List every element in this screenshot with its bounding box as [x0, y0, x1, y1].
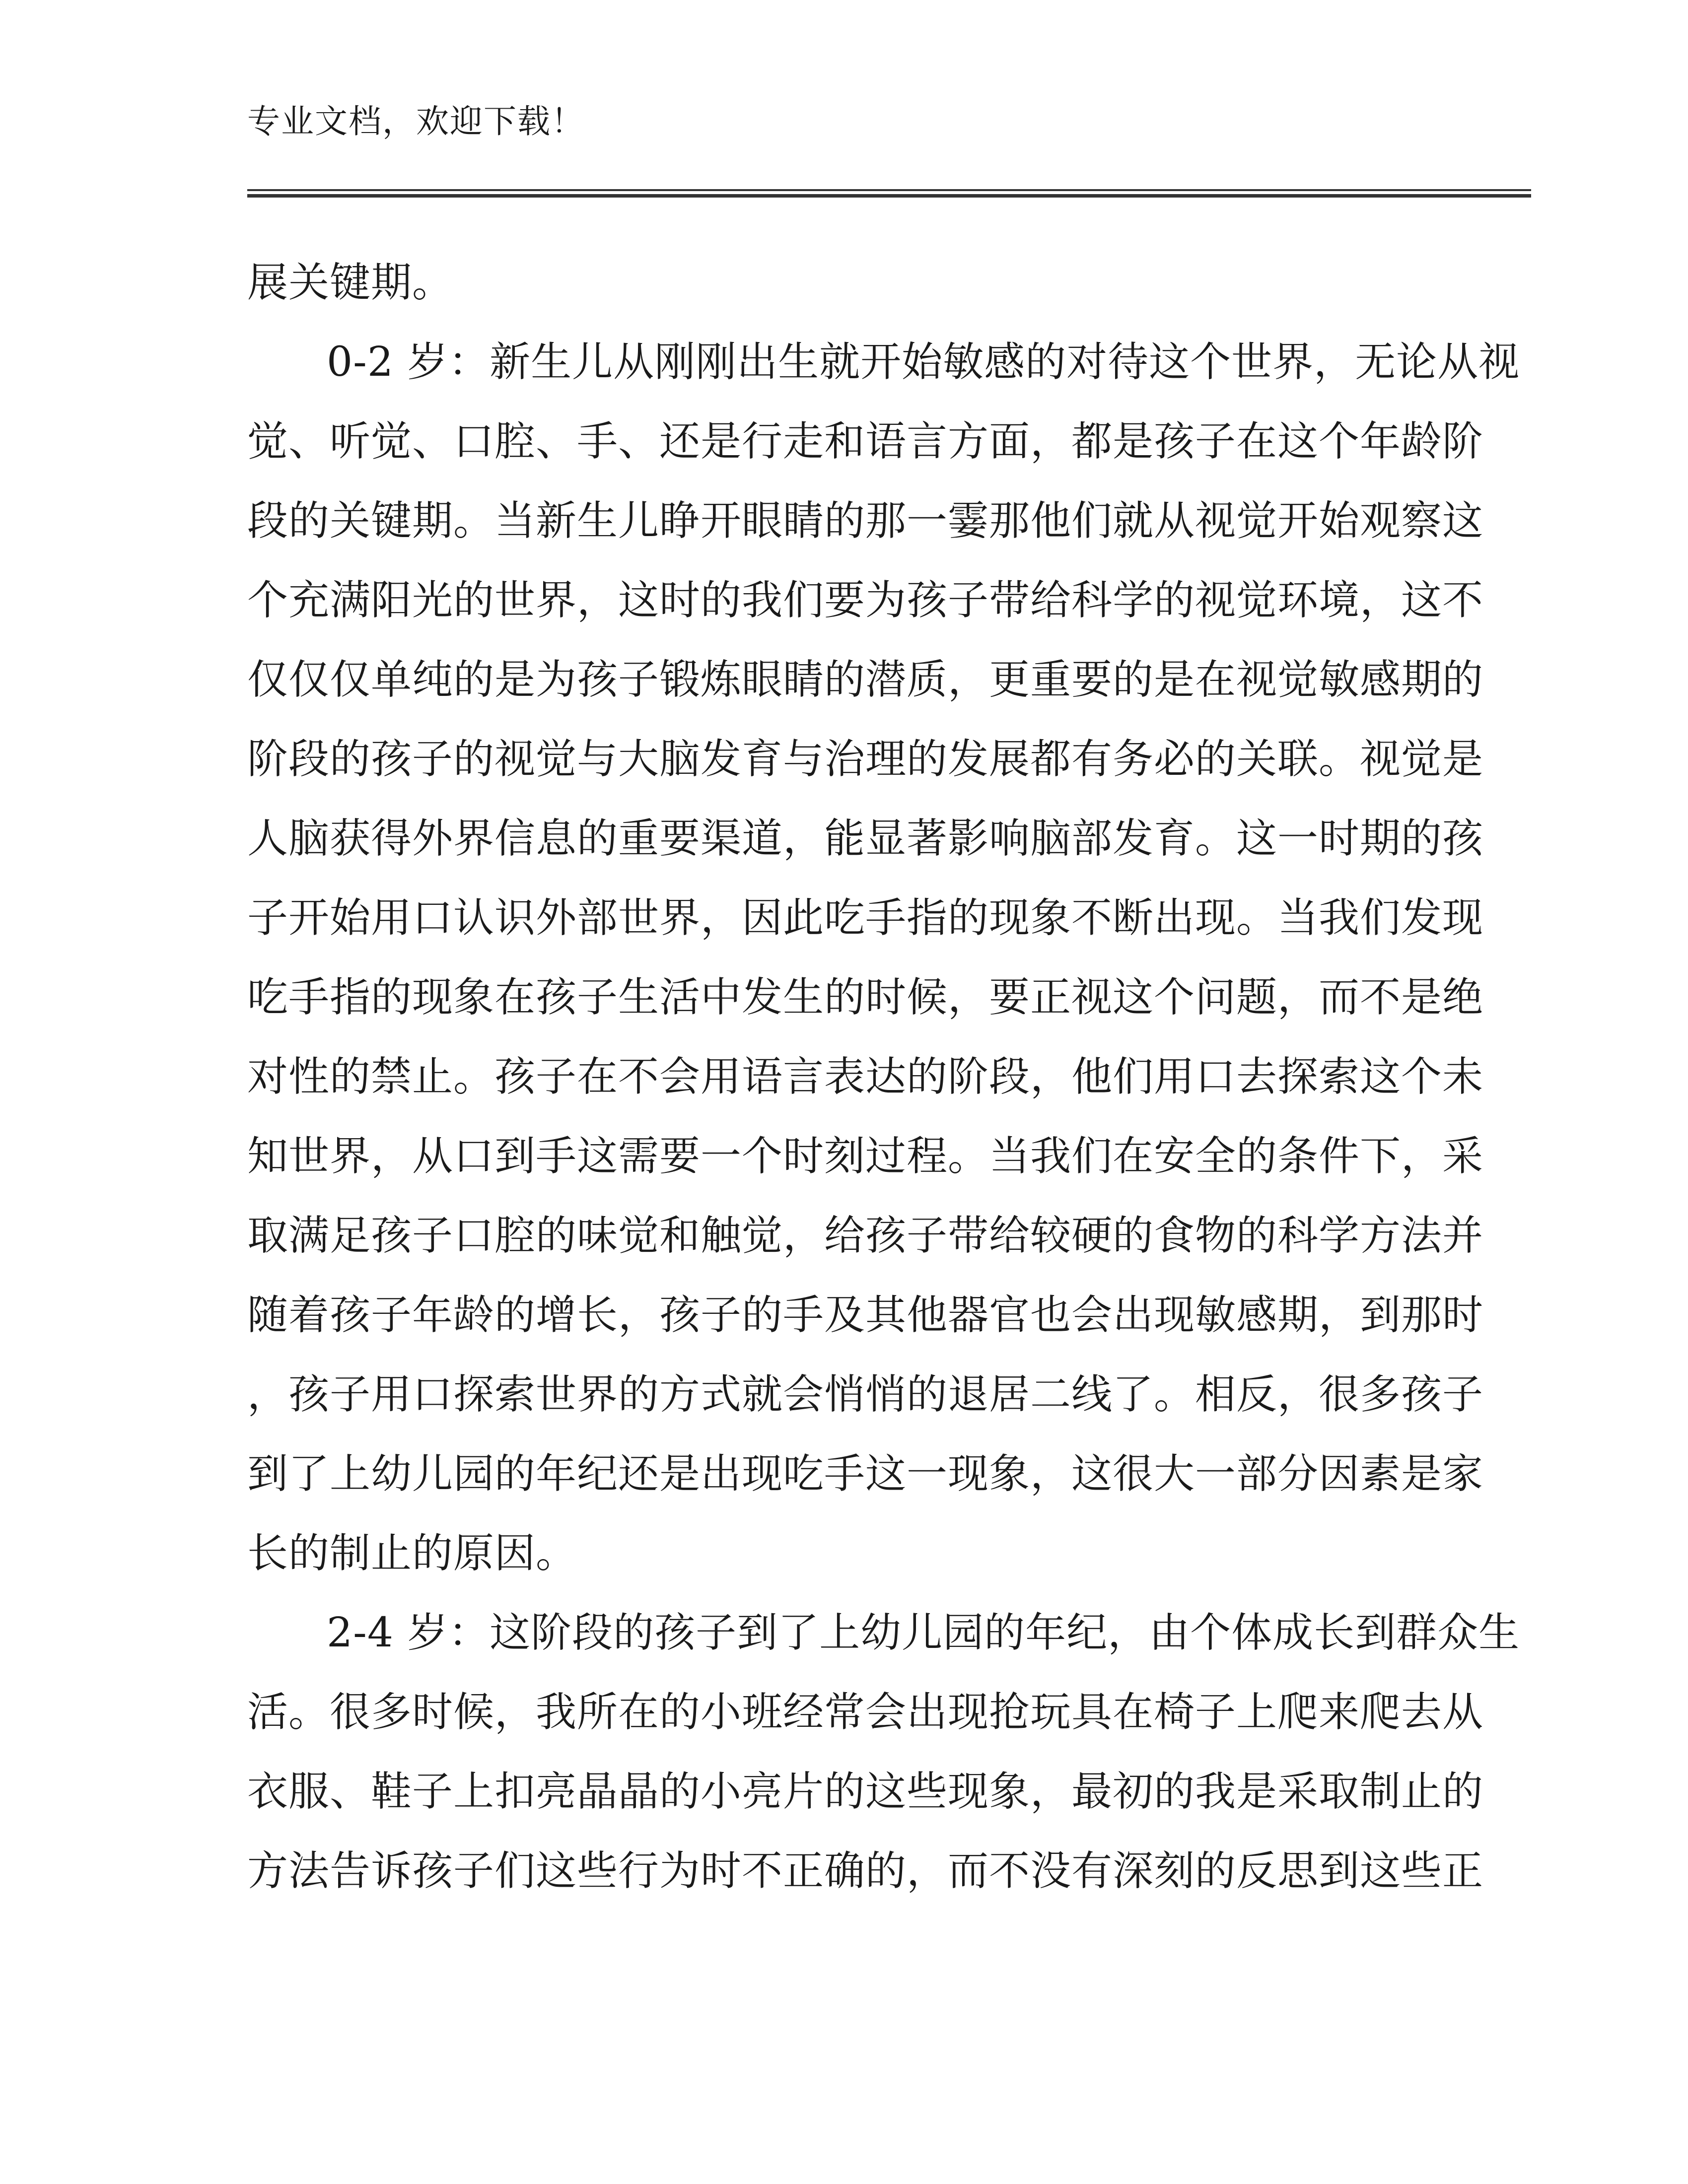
header-text: 专业文档，欢迎下载！: [247, 102, 585, 140]
body-line-21: 方法告诉孩子们这些行为时不正确的，而不没有深刻的反思到这些正: [247, 1847, 1484, 1895]
body-line-13: 取满足孩子口腔的味觉和触觉，给孩子带给较硬的食物的科学方法并: [247, 1212, 1484, 1259]
body-line-18: 2-4 岁：这阶段的孩子到了上幼儿园的年纪，由个体成长到群众生: [327, 1609, 1520, 1656]
header-divider-thick: [247, 194, 1531, 198]
body-line-3: 觉、听觉、口腔、手、还是行走和语言方面，都是孩子在这个年龄阶: [247, 418, 1484, 465]
body-line-10: 吃手指的现象在孩子生活中发生的时候，要正视这个问题，而不是绝: [247, 974, 1484, 1021]
body-line-14: 随着孩子年龄的增长，孩子的手及其他器官也会出现敏感期，到那时: [247, 1292, 1484, 1339]
body-line-12: 知世界，从口到手这需要一个时刻过程。当我们在安全的条件下，采: [247, 1133, 1484, 1180]
body-line-2: 0-2 岁：新生儿从刚刚出生就开始敏感的对待这个世界，无论从视: [327, 339, 1520, 386]
body-line-16: 到了上幼儿园的年纪还是出现吃手这一现象，这很大一部分因素是家: [247, 1450, 1484, 1498]
header-divider-thin: [247, 189, 1531, 191]
body-line-20: 衣服、鞋子上扣亮晶晶的小亮片的这些现象，最初的我是采取制止的: [247, 1768, 1484, 1815]
body-line-9: 子开始用口认识外部世界，因此吃手指的现象不断出现。当我们发现: [247, 894, 1484, 942]
body-line-1: 展关键期。: [247, 259, 454, 306]
body-line-17: 长的制止的原因。: [247, 1530, 577, 1577]
body-line-11: 对性的禁止。孩子在不会用语言表达的阶段，他们用口去探索这个未: [247, 1053, 1484, 1100]
body-line-5: 个充满阳光的世界，这时的我们要为孩子带给科学的视觉环境，这不: [247, 577, 1484, 624]
body-line-8: 人脑获得外界信息的重要渠道，能显著影响脑部发育。这一时期的孩: [247, 815, 1484, 862]
body-line-6: 仅仅仅单纯的是为孩子锻炼眼睛的潜质，更重要的是在视觉敏感期的: [247, 656, 1484, 703]
body-line-4: 段的关键期。当新生儿睁开眼睛的那一霎那他们就从视觉开始观察这: [247, 497, 1484, 545]
body-line-15: ，孩子用口探索世界的方式就会悄悄的退居二线了。相反，很多孩子: [247, 1371, 1484, 1418]
body-line-19: 活。很多时候，我所在的小班经常会出现抢玩具在椅子上爬来爬去从: [247, 1689, 1484, 1736]
body-line-7: 阶段的孩子的视觉与大脑发育与治理的发展都有务必的关联。视觉是: [247, 736, 1484, 783]
